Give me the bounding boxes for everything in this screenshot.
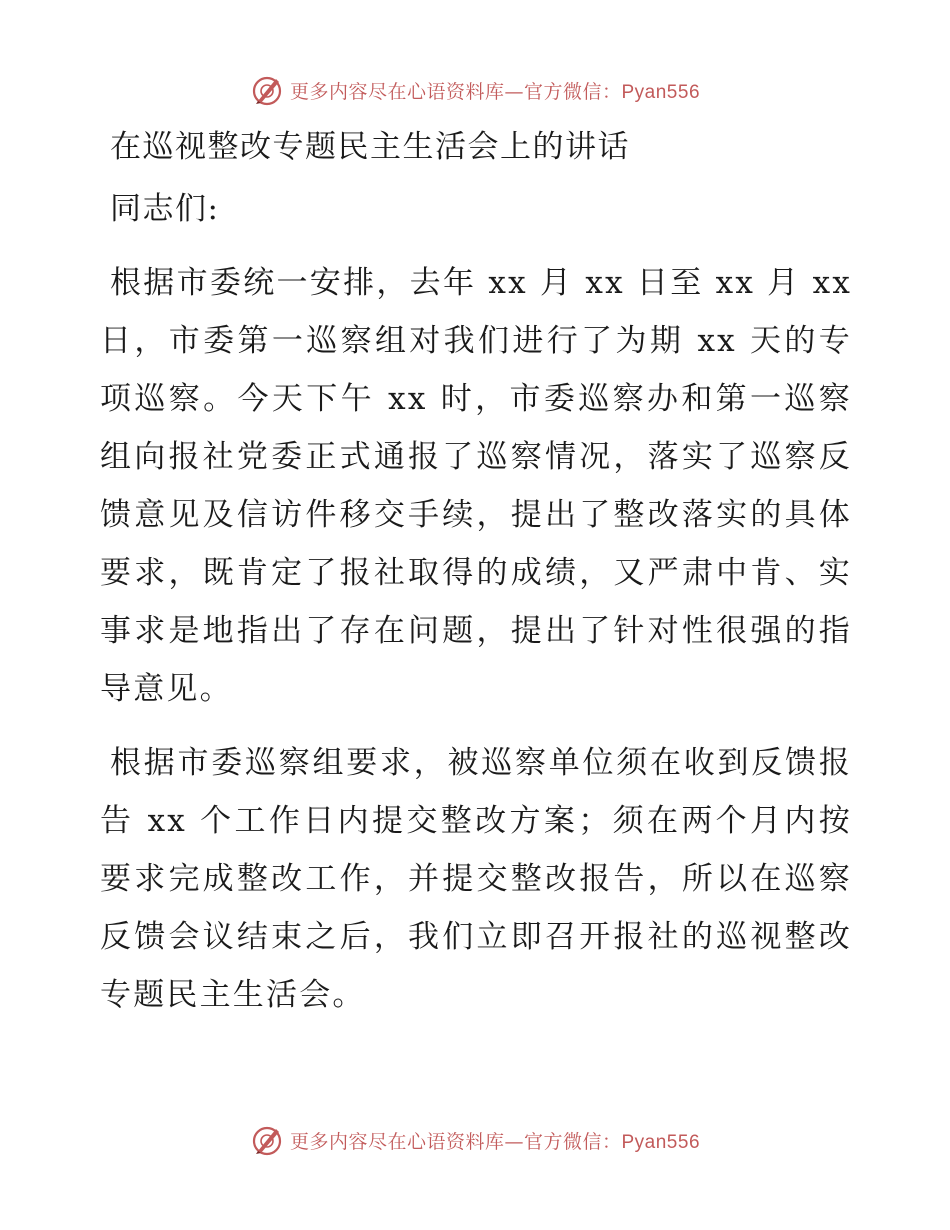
- footer-watermark: [0, 1120, 950, 1160]
- watermark-label: 更多内容尽在心语资料库—官方微信：: [289, 80, 622, 103]
- header-watermark: [0, 70, 950, 110]
- watermark-handle: Pyan556: [621, 1131, 701, 1153]
- watermark-text: [290, 77, 700, 104]
- salutation: 同志们:: [110, 191, 220, 227]
- pen-logo-icon: [250, 1123, 284, 1157]
- document-title: 在巡视整改专题民主生活会上的讲话: [110, 129, 630, 165]
- watermark-label: 更多内容尽在心语资料库—官方微信：: [289, 1130, 622, 1153]
- document-body: [100, 118, 852, 1024]
- watermark-handle: Pyan556: [621, 81, 701, 103]
- pen-logo-icon: [250, 73, 284, 107]
- watermark-text: [290, 1127, 700, 1154]
- paragraph-2: 根据市委巡察组要求，被巡察单位须在收到反馈报告 xx 个工作日内提交整改方案；须在两个月内按要求完成整改工作，并提交整改报告，所以在巡察反馈会议结束之后，我们立即召开报社的巡视整改专题民主生活会。: [100, 745, 852, 1013]
- paragraph-1: 根据市委统一安排，去年 xx 月 xx 日至 xx 月 xx 日，市委第一巡察组对我们进行了为期 xx 天的专项巡察。今天下午 xx 时，市委巡察办和第一巡察组向报社党委正式通报了巡察情况，落实了巡察反馈意见及信访件移交手续，提出了整改落实的具体要求，既肯定了报社取得的成绩，又严肃中肯、实事求是地指出了存在问题，提出了针对性很强的指导意见。: [100, 265, 852, 707]
